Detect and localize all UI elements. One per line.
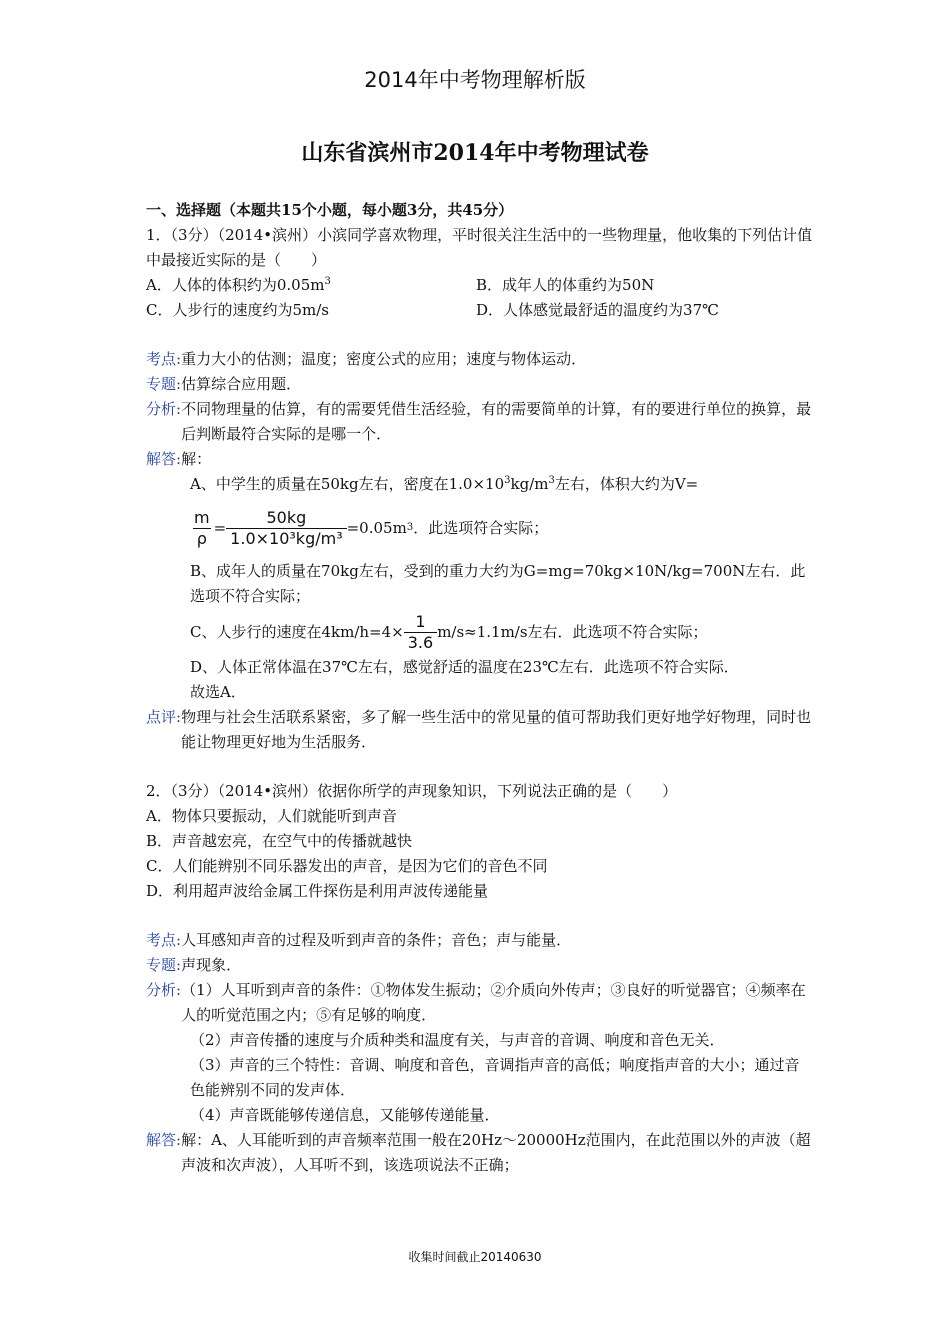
jieda-label: 解答: bbox=[146, 450, 182, 468]
q1-line-c bbox=[146, 609, 814, 655]
q1-formula-volume: $\frac{m}{\rho}$ = $\frac{50kg}{\text{1.0×10³kg/m³}}$ =0.05m 3 ．此选项符合实际； bbox=[146, 503, 814, 553]
q1-line-a-part2: kg/m bbox=[510, 475, 549, 493]
q1-jieda-intro: 解： bbox=[181, 450, 212, 468]
q1-line-c-part1: C、人步行的速度在4km/h=4× bbox=[190, 622, 404, 641]
q2-zhuanti-text: 声现象． bbox=[181, 956, 242, 974]
question-1-options bbox=[146, 273, 814, 323]
q2-jieda bbox=[146, 1128, 814, 1178]
q2-kaodian bbox=[146, 928, 814, 953]
q1-line-a-sup2: 3 bbox=[548, 475, 555, 486]
q1-zhuanti-text: 估算综合应用题． bbox=[181, 375, 302, 393]
fenxi-label: 分析: bbox=[146, 981, 182, 999]
fraction-denominator: 1.0×10³kg/m³ bbox=[226, 528, 346, 549]
fraction-1-over-3-6 bbox=[404, 612, 437, 653]
q1-dianping bbox=[146, 705, 814, 755]
q2-option-c: C．人们能辨别不同乐器发出的声音，是因为它们的音色不同 bbox=[146, 857, 548, 875]
page-footer: 收集时间截止20140630 bbox=[408, 1250, 542, 1264]
question-1-stem: 1．（3分）（2014•滨州）小滨同学喜欢物理，平时很关注生活中的一些物理量，他收集的下列估计值中最接近实际的是（ ） bbox=[146, 226, 813, 269]
q1-answer: 故选A． bbox=[190, 683, 246, 701]
q2-fenxi-text-1: （1）人耳听到声音的条件：①物体发生振动；②介质向外传声；③良好的听觉器官；④频率在人的听觉范围之内；⑤有足够的响度． bbox=[181, 981, 806, 1024]
question-2-stem: 2．（3分）（2014•滨州）依据你所学的声现象知识，下列说法正确的是（ ） bbox=[146, 782, 678, 800]
equals-sign: = bbox=[213, 518, 227, 537]
zhuanti-label: 专题: bbox=[146, 375, 182, 393]
q1-option-a-text: A．人体的体积约为0.05m bbox=[146, 276, 325, 294]
q1-line-a-part1: A、中学生的质量在50kg左右，密度在1.0×10 bbox=[190, 475, 505, 493]
fraction-numerator: 1 bbox=[415, 611, 426, 631]
q1-kaodian bbox=[146, 347, 814, 372]
q1-line-a-part3: 左右，体积大约为V= bbox=[554, 475, 699, 493]
formula-result-tail: ．此选项符合实际； bbox=[413, 518, 549, 537]
page-header: 2014年中考物理解析版 bbox=[364, 68, 586, 92]
formula-result: =0.05m bbox=[346, 518, 407, 537]
question-2-options bbox=[146, 804, 814, 904]
fraction-denominator: ρ bbox=[193, 528, 211, 549]
q2-fenxi-2: （2）声音传播的速度与介质种类和温度有关，与声音的音调、响度和音色无关． bbox=[190, 1031, 725, 1049]
page-title: 山东省滨州市2014年中考物理试卷 bbox=[301, 140, 649, 166]
q2-option-b: B．声音越宏亮，在空气中的传播就越快 bbox=[146, 832, 413, 850]
kaodian-label: 考点: bbox=[146, 350, 182, 368]
fraction-numerator: 50kg bbox=[266, 507, 307, 527]
q2-jieda-text: 解：A、人耳能听到的声音频率范围一般在20Hz～20000Hz范围内，在此范围以外的声波（超声波和次声波），人耳听不到，该选项说法不正确； bbox=[181, 1131, 811, 1174]
section-heading: 一、选择题（本题共15个小题，每小题3分，共45分） bbox=[146, 201, 514, 219]
fraction-m-over-rho bbox=[190, 508, 214, 549]
q1-line-a bbox=[146, 472, 814, 497]
fraction-mass-over-density bbox=[226, 508, 346, 549]
fraction-numerator: m bbox=[194, 507, 210, 527]
q1-line-b: B、成年人的质量在70kg左右，受到的重力大约为G=mg=70kg×10N/kg=700N左右．此选项不符合实际； bbox=[190, 562, 806, 605]
jieda-label: 解答: bbox=[146, 1131, 182, 1149]
q1-option-a bbox=[146, 273, 476, 298]
q2-fenxi bbox=[146, 978, 814, 1028]
q2-option-a: A．物体只要振动，人们就能听到声音 bbox=[146, 807, 397, 825]
q1-fenxi-text: 不同物理量的估算，有的需要凭借生活经验，有的需要简单的计算，有的要进行单位的换算，最后判断最符合实际的是哪一个． bbox=[181, 400, 812, 443]
kaodian-label: 考点: bbox=[146, 931, 182, 949]
q1-option-a-sup: 3 bbox=[324, 276, 331, 287]
q1-jieda bbox=[146, 447, 814, 472]
q2-fenxi-3: （3）声音的三个特性：音调、响度和音色，音调指声音的高低；响度指声音的大小；通过音色能辨别不同的发声体． bbox=[190, 1056, 800, 1099]
dianping-label: 点评: bbox=[146, 708, 182, 726]
q1-zhuanti bbox=[146, 372, 814, 397]
q2-kaodian-text: 人耳感知声音的过程及听到声音的条件；音色；声与能量． bbox=[181, 931, 572, 949]
fenxi-label: 分析: bbox=[146, 400, 182, 418]
q2-option-d: D．利用超声波给金属工件探伤是利用声波传递能量 bbox=[146, 882, 489, 900]
q1-line-a-sup1: 3 bbox=[504, 475, 511, 486]
q1-option-d: D．人体感觉最舒适的温度约为37℃ bbox=[476, 301, 719, 319]
fraction-denominator: 3.6 bbox=[404, 632, 437, 653]
zhuanti-label: 专题: bbox=[146, 956, 182, 974]
q1-fenxi bbox=[146, 397, 814, 447]
q1-dianping-text: 物理与社会生活联系紧密，多了解一些生活中的常见量的值可帮助我们更好地学好物理，同时也能让物理更好地为生活服务． bbox=[181, 708, 812, 751]
q1-option-b: B．成年人的体重约为50N bbox=[476, 276, 655, 294]
q1-line-c-part2: m/s≈1.1m/s左右．此选项不符合实际； bbox=[437, 622, 708, 641]
q1-line-d: D、人体正常体温在37℃左右，感觉舒适的温度在23℃左右．此选项不符合实际． bbox=[190, 658, 739, 676]
q1-kaodian-text: 重力大小的估测；温度；密度公式的应用；速度与物体运动． bbox=[181, 350, 587, 368]
q2-fenxi-4: （4）声音既能够传递信息，又能够传递能量． bbox=[190, 1106, 500, 1124]
q2-zhuanti bbox=[146, 953, 814, 978]
q1-option-c: C．人步行的速度约为5m/s bbox=[146, 301, 329, 319]
content-body bbox=[146, 198, 814, 1178]
